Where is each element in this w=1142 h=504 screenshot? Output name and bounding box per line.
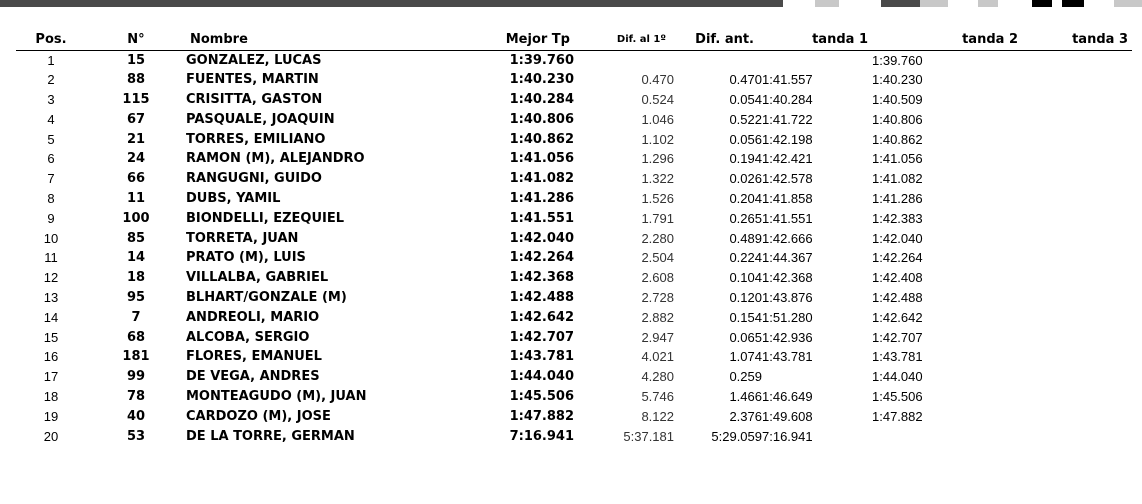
cell-lap2: 1:39.760 — [872, 52, 923, 68]
cell-number: 88 — [126, 72, 146, 88]
cell-best-time: 1:41.082 — [509, 171, 574, 187]
cell-diff-prev — [674, 50, 762, 70]
checker-flag-decoration — [1062, 0, 1084, 7]
cell-lap2: 1:42.383 — [872, 210, 923, 226]
cell-lap1: 1:49.608 — [762, 408, 813, 424]
cell-lap3 — [1022, 268, 1132, 288]
cell-lap3 — [1022, 189, 1132, 209]
cell-name: CARDOZO (M), JOSE — [186, 408, 331, 424]
cell-lap1: 1:44.367 — [762, 250, 813, 266]
cell-pos: 10 — [43, 230, 59, 246]
cell-lap2: 1:42.408 — [872, 270, 923, 286]
cell-lap1 — [762, 367, 872, 387]
cell-diff-first: 1.046 — [641, 111, 674, 127]
cell-pos: 3 — [47, 91, 55, 107]
cell-best-time: 1:42.040 — [509, 230, 574, 246]
cell-diff-first: 1.526 — [641, 190, 674, 206]
cell-lap1 — [762, 50, 872, 70]
cell-lap1: 1:46.649 — [762, 388, 813, 404]
cell-lap1: 1:43.876 — [762, 289, 813, 305]
cell-name: RAMON (M), ALEJANDRO — [186, 151, 365, 167]
table-row — [16, 426, 1132, 446]
cell-lap1: 7:16.941 — [762, 428, 813, 444]
cell-best-time: 1:47.882 — [509, 408, 574, 424]
cell-lap1: 1:42.578 — [762, 171, 813, 187]
cell-name: TORRES, EMILIANO — [186, 131, 326, 147]
cell-diff-first: 1.322 — [641, 171, 674, 187]
table-row — [16, 169, 1132, 189]
cell-diff-first: 2.280 — [641, 230, 674, 246]
cell-diff-prev: 0.470 — [729, 72, 762, 88]
cell-pos: 9 — [47, 210, 55, 226]
cell-pos: 4 — [47, 111, 55, 127]
cell-lap2: 1:42.040 — [872, 230, 923, 246]
cell-diff-prev: 0.154 — [729, 309, 762, 325]
cell-diff-prev: 1.466 — [729, 388, 762, 404]
cell-diff-first: 1.296 — [641, 151, 674, 167]
cell-best-time: 7:16.941 — [509, 428, 574, 444]
cell-lap1: 1:42.936 — [762, 329, 813, 345]
table-row — [16, 327, 1132, 347]
cell-lap2 — [872, 426, 1022, 446]
cell-best-time: 1:45.506 — [509, 388, 574, 404]
cell-number: 14 — [126, 250, 146, 266]
cell-number: 68 — [126, 329, 146, 345]
cell-diff-first: 2.947 — [641, 329, 674, 345]
col-header-lap2: tanda 2 — [872, 30, 1022, 50]
cell-diff-prev: 0.065 — [729, 329, 762, 345]
cell-pos: 19 — [43, 408, 59, 424]
cell-diff-prev: 0.054 — [729, 91, 762, 107]
cell-lap3 — [1022, 327, 1132, 347]
cell-pos: 1 — [47, 52, 55, 68]
cell-lap3 — [1022, 208, 1132, 228]
cell-number: 67 — [126, 111, 146, 127]
table-row — [16, 288, 1132, 308]
cell-lap2: 1:40.862 — [872, 131, 923, 147]
cell-diff-first: 2.728 — [641, 289, 674, 305]
cell-best-time: 1:41.286 — [509, 190, 574, 206]
cell-name: BLHART/GONZALE (M) — [186, 289, 347, 305]
cell-number: 95 — [126, 289, 146, 305]
col-header-diff-prev: Dif. ant. — [674, 30, 762, 50]
cell-lap3 — [1022, 347, 1132, 367]
cell-number: 78 — [126, 388, 146, 404]
cell-diff-first: 2.882 — [641, 309, 674, 325]
cell-lap1: 1:43.781 — [762, 349, 813, 365]
cell-diff-prev: 0.120 — [729, 289, 762, 305]
cell-name: MONTEAGUDO (M), JUAN — [186, 388, 367, 404]
col-header-name: Nombre — [186, 30, 396, 50]
cell-pos: 20 — [43, 428, 59, 444]
table-row — [16, 307, 1132, 327]
checker-flag-decoration — [1114, 0, 1142, 7]
cell-number: 18 — [126, 270, 146, 286]
cell-diff-prev: 0.259 — [729, 369, 762, 385]
table-row — [16, 248, 1132, 268]
cell-lap3 — [1022, 426, 1132, 446]
cell-pos: 15 — [43, 329, 59, 345]
cell-best-time: 1:41.551 — [509, 210, 574, 226]
table-row — [16, 406, 1132, 426]
cell-lap1: 1:42.421 — [762, 151, 813, 167]
cell-diff-first: 5.746 — [641, 388, 674, 404]
cell-name: TORRETA, JUAN — [186, 230, 299, 246]
cell-number: 40 — [126, 408, 146, 424]
cell-lap2: 1:41.082 — [872, 171, 923, 187]
checker-flag-decoration — [998, 0, 1032, 7]
cell-lap3 — [1022, 228, 1132, 248]
header-row — [16, 30, 1132, 50]
table-row — [16, 109, 1132, 129]
table-row — [16, 347, 1132, 367]
cell-number: 66 — [126, 171, 146, 187]
cell-name: DUBS, YAMIL — [186, 190, 281, 206]
cell-lap1: 1:42.666 — [762, 230, 813, 246]
cell-name: DE LA TORRE, GERMAN — [186, 428, 355, 444]
checker-flag-decoration — [948, 0, 978, 7]
cell-number: 181 — [122, 349, 150, 365]
cell-pos: 17 — [43, 369, 59, 385]
cell-diff-prev: 1.074 — [729, 349, 762, 365]
cell-pos: 18 — [43, 388, 59, 404]
cell-number: 11 — [126, 190, 146, 206]
cell-lap1: 1:42.368 — [762, 270, 813, 286]
cell-lap3 — [1022, 70, 1132, 90]
cell-diff-first: 2.608 — [641, 270, 674, 286]
cell-number: 85 — [126, 230, 146, 246]
cell-lap3 — [1022, 129, 1132, 149]
cell-number: 15 — [126, 52, 146, 68]
cell-diff-prev: 2.376 — [729, 408, 762, 424]
cell-lap3 — [1022, 109, 1132, 129]
cell-lap2: 1:43.781 — [872, 349, 923, 365]
cell-diff-first: 1.791 — [641, 210, 674, 226]
cell-diff-first — [574, 50, 674, 70]
cell-pos: 16 — [43, 349, 59, 365]
cell-number: 7 — [131, 309, 141, 325]
cell-name: BIONDELLI, EZEQUIEL — [186, 210, 345, 226]
cell-diff-first: 0.470 — [641, 72, 674, 88]
cell-number: 115 — [122, 91, 150, 107]
cell-pos: 13 — [43, 289, 59, 305]
cell-lap3 — [1022, 248, 1132, 268]
cell-lap3 — [1022, 50, 1132, 70]
cell-best-time: 1:43.781 — [509, 349, 574, 365]
checker-flag-decoration — [1052, 0, 1062, 7]
cell-name: GONZALEZ, LUCAS — [186, 52, 322, 68]
checker-flag-decoration — [978, 0, 998, 7]
cell-pos: 2 — [47, 72, 55, 88]
cell-lap3 — [1022, 169, 1132, 189]
col-header-lap3: tanda 3 — [1022, 30, 1132, 50]
cell-number: 21 — [126, 131, 146, 147]
cell-number: 24 — [126, 151, 146, 167]
cell-lap3 — [1022, 307, 1132, 327]
cell-number: 100 — [122, 210, 150, 226]
table-row — [16, 149, 1132, 169]
cell-lap1: 1:41.551 — [762, 210, 813, 226]
cell-best-time: 1:39.760 — [509, 52, 574, 68]
cell-name: VILLALBA, GABRIEL — [186, 270, 329, 286]
cell-lap2: 1:42.707 — [872, 329, 923, 345]
cell-name: ALCOBA, SERGIO — [186, 329, 310, 345]
cell-lap1: 1:42.198 — [762, 131, 813, 147]
col-header-diff-first: Dif. al 1º — [574, 30, 674, 50]
table-row — [16, 367, 1132, 387]
cell-name: FLORES, EMANUEL — [186, 349, 322, 365]
cell-diff-prev: 0.056 — [729, 131, 762, 147]
table-row — [16, 228, 1132, 248]
cell-lap2: 1:40.806 — [872, 111, 923, 127]
cell-diff-first: 4.280 — [641, 369, 674, 385]
cell-diff-prev: 0.026 — [729, 171, 762, 187]
cell-lap3 — [1022, 406, 1132, 426]
table-row — [16, 90, 1132, 110]
cell-lap2: 1:40.509 — [872, 91, 923, 107]
cell-best-time: 1:41.056 — [509, 151, 574, 167]
cell-lap2: 1:42.642 — [872, 309, 923, 325]
cell-pos: 14 — [43, 309, 59, 325]
cell-lap3 — [1022, 387, 1132, 407]
table-row — [16, 268, 1132, 288]
cell-diff-prev: 0.489 — [729, 230, 762, 246]
checker-flag-decoration — [815, 0, 839, 7]
cell-lap3 — [1022, 288, 1132, 308]
cell-name: PASQUALE, JOAQUIN — [186, 111, 335, 127]
cell-best-time: 1:42.488 — [509, 289, 574, 305]
cell-diff-prev: 0.224 — [729, 250, 762, 266]
cell-diff-first: 0.524 — [641, 91, 674, 107]
cell-lap1: 1:41.722 — [762, 111, 813, 127]
cell-diff-prev: 0.104 — [729, 270, 762, 286]
cell-diff-first: 5:37.181 — [623, 428, 674, 444]
results-body — [16, 50, 1132, 446]
cell-lap2: 1:45.506 — [872, 388, 923, 404]
cell-lap1: 1:51.280 — [762, 309, 813, 325]
table-row — [16, 189, 1132, 209]
cell-lap2: 1:42.264 — [872, 250, 923, 266]
cell-lap2: 1:44.040 — [872, 369, 923, 385]
cell-lap2: 1:41.286 — [872, 190, 923, 206]
cell-name: FUENTES, MARTIN — [186, 72, 319, 88]
cell-best-time: 1:42.707 — [509, 329, 574, 345]
cell-lap1: 1:41.557 — [762, 72, 813, 88]
cell-best-time: 1:42.264 — [509, 250, 574, 266]
cell-best-time: 1:40.230 — [509, 72, 574, 88]
cell-lap2: 1:42.488 — [872, 289, 923, 305]
cell-best-time: 1:42.642 — [509, 309, 574, 325]
table-row — [16, 70, 1132, 90]
cell-diff-prev: 5:29.059 — [711, 428, 762, 444]
table-row — [16, 387, 1132, 407]
cell-lap2: 1:40.230 — [872, 72, 923, 88]
cell-diff-first: 8.122 — [641, 408, 674, 424]
cell-diff-first: 2.504 — [641, 250, 674, 266]
cell-name: CRISITTA, GASTON — [186, 91, 323, 107]
cell-name: DE VEGA, ANDRES — [186, 369, 320, 385]
cell-pos: 11 — [44, 250, 58, 266]
checker-flag-decoration — [783, 0, 815, 7]
cell-diff-first: 4.021 — [641, 349, 674, 365]
cell-lap3 — [1022, 149, 1132, 169]
col-header-pos: Pos. — [16, 30, 86, 50]
cell-diff-prev: 0.204 — [729, 190, 762, 206]
cell-lap3 — [1022, 90, 1132, 110]
cell-pos: 12 — [43, 270, 59, 286]
cell-name: ANDREOLI, MARIO — [186, 309, 320, 325]
cell-pos: 7 — [47, 171, 55, 187]
cell-diff-prev: 0.522 — [729, 111, 762, 127]
cell-lap3 — [1022, 367, 1132, 387]
col-header-number: N° — [86, 30, 186, 50]
col-header-best-time: Mejor Tp — [396, 30, 574, 50]
cell-pos: 5 — [47, 131, 55, 147]
cell-diff-prev: 0.265 — [729, 210, 762, 226]
cell-best-time: 1:40.806 — [509, 111, 574, 127]
cell-pos: 8 — [47, 190, 55, 206]
cell-diff-prev: 0.194 — [729, 151, 762, 167]
checker-flag-decoration — [920, 0, 948, 7]
table-row — [16, 208, 1132, 228]
checker-flag-decoration — [839, 0, 881, 7]
cell-name: PRATO (M), LUIS — [186, 250, 306, 266]
cell-best-time: 1:40.862 — [509, 131, 574, 147]
cell-name: RANGUGNI, GUIDO — [186, 171, 322, 187]
cell-lap1: 1:40.284 — [762, 91, 813, 107]
cell-lap2: 1:47.882 — [872, 408, 923, 424]
results-table — [16, 30, 1132, 446]
cell-diff-first: 1.102 — [641, 131, 674, 147]
cell-lap1: 1:41.858 — [762, 190, 813, 206]
table-row — [16, 129, 1132, 149]
cell-number: 99 — [126, 369, 146, 385]
table-row — [16, 50, 1132, 70]
cell-pos: 6 — [47, 151, 55, 167]
cell-lap2: 1:41.056 — [872, 151, 923, 167]
checker-flag-decoration — [1084, 0, 1114, 7]
cell-best-time: 1:40.284 — [509, 91, 574, 107]
cell-best-time: 1:42.368 — [509, 270, 574, 286]
cell-best-time: 1:44.040 — [509, 369, 574, 385]
col-header-lap1: tanda 1 — [762, 30, 872, 50]
checker-flag-decoration — [1032, 0, 1052, 7]
cell-number: 53 — [126, 428, 146, 444]
